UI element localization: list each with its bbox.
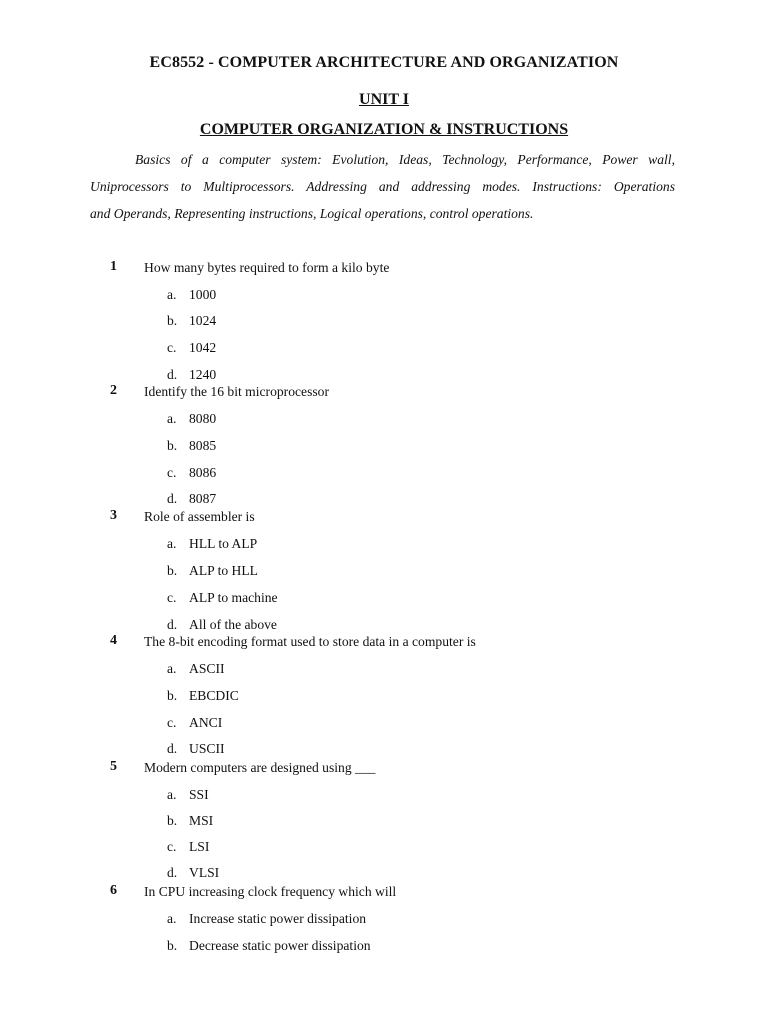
section-title: COMPUTER ORGANIZATION & INSTRUCTIONS: [199, 121, 569, 138]
question-5-text: Modern computers are designed using ___: [144, 760, 376, 775]
question-6-text: In CPU increasing clock frequency which will: [144, 884, 397, 899]
question-3-option-a-letter: a.: [167, 536, 177, 551]
question-2-option-a-text: 8080: [189, 411, 217, 426]
question-2-option-b-letter: b.: [167, 438, 178, 453]
question-6-option-b-text: Decrease static power dissipation: [189, 938, 371, 953]
question-5-option-d-text: VLSI: [189, 865, 220, 880]
question-6-option-a-letter: a.: [167, 911, 177, 926]
syllabus-line-2: Uniprocessors to Multiprocessors. Addressing and addressing modes. Instructions: Operations: [90, 179, 675, 194]
question-4-option-c-letter: c.: [167, 715, 177, 730]
question-1-text: How many bytes required to form a kilo byte: [144, 260, 390, 275]
question-5-number: 5: [110, 759, 117, 774]
question-5-option-b-letter: b.: [167, 813, 178, 828]
question-3-option-a-text: HLL to ALP: [189, 536, 258, 551]
question-3-option-b-letter: b.: [167, 563, 178, 578]
question-4-text: The 8-bit encoding format used to store data in a computer is: [144, 634, 476, 649]
question-2-option-c-text: 8086: [189, 465, 217, 480]
question-4-option-d-letter: d.: [167, 741, 178, 756]
question-1-option-b-text: 1024: [189, 313, 217, 328]
question-1-option-a-letter: a.: [167, 287, 177, 302]
question-6-option-a-text: Increase static power dissipation: [189, 911, 367, 926]
question-2-text: Identify the 16 bit microprocessor: [144, 384, 329, 399]
question-3-text: Role of assembler is: [144, 509, 255, 524]
question-4-number: 4: [110, 633, 117, 648]
question-3-option-c-letter: c.: [167, 590, 177, 605]
question-2-option-a-letter: a.: [167, 411, 177, 426]
question-6-option-b-letter: b.: [167, 938, 178, 953]
question-5-option-b-text: MSI: [189, 813, 214, 828]
question-1-option-a-text: 1000: [189, 287, 217, 302]
question-4-option-a-text: ASCII: [189, 661, 225, 676]
question-5-option-d-letter: d.: [167, 865, 178, 880]
question-6-number: 6: [110, 883, 117, 898]
question-1-option-b-letter: b.: [167, 313, 178, 328]
question-5-option-a-letter: a.: [167, 787, 177, 802]
question-2-option-d-letter: d.: [167, 491, 178, 506]
question-3-option-d-letter: d.: [167, 617, 178, 632]
syllabus-line-3: and Operands, Representing instructions, Logical operations, control operations.: [90, 206, 534, 221]
question-4-option-c-text: ANCI: [189, 715, 223, 730]
syllabus-line-1: Basics of a computer system: Evolution, Ideas, Technology, Performance, Power wall,: [135, 152, 675, 167]
question-4-option-b-text: EBCDIC: [189, 688, 239, 703]
question-5-option-c-text: LSI: [189, 839, 210, 854]
question-5-option-c-letter: c.: [167, 839, 177, 854]
course-title: EC8552 - COMPUTER ARCHITECTURE AND ORGANIZATION: [149, 54, 619, 71]
question-5-option-a-text: SSI: [189, 787, 209, 802]
question-4-option-b-letter: b.: [167, 688, 178, 703]
question-3-number: 3: [110, 508, 117, 523]
question-3-option-d-text: All of the above: [189, 617, 277, 632]
question-1-option-c-text: 1042: [189, 340, 217, 355]
unit-title: UNIT I: [359, 91, 409, 108]
question-2-option-b-text: 8085: [189, 438, 217, 453]
question-1-option-c-letter: c.: [167, 340, 177, 355]
question-2-option-c-letter: c.: [167, 465, 177, 480]
question-4-option-d-text: USCII: [189, 741, 225, 756]
question-2-number: 2: [110, 383, 117, 398]
question-3-option-c-text: ALP to machine: [189, 590, 278, 605]
question-1-option-d-text: 1240: [189, 367, 217, 382]
question-4-option-a-letter: a.: [167, 661, 177, 676]
question-3-option-b-text: ALP to HLL: [189, 563, 258, 578]
question-2-option-d-text: 8087: [189, 491, 217, 506]
question-1-number: 1: [110, 259, 117, 274]
question-1-option-d-letter: d.: [167, 367, 178, 382]
